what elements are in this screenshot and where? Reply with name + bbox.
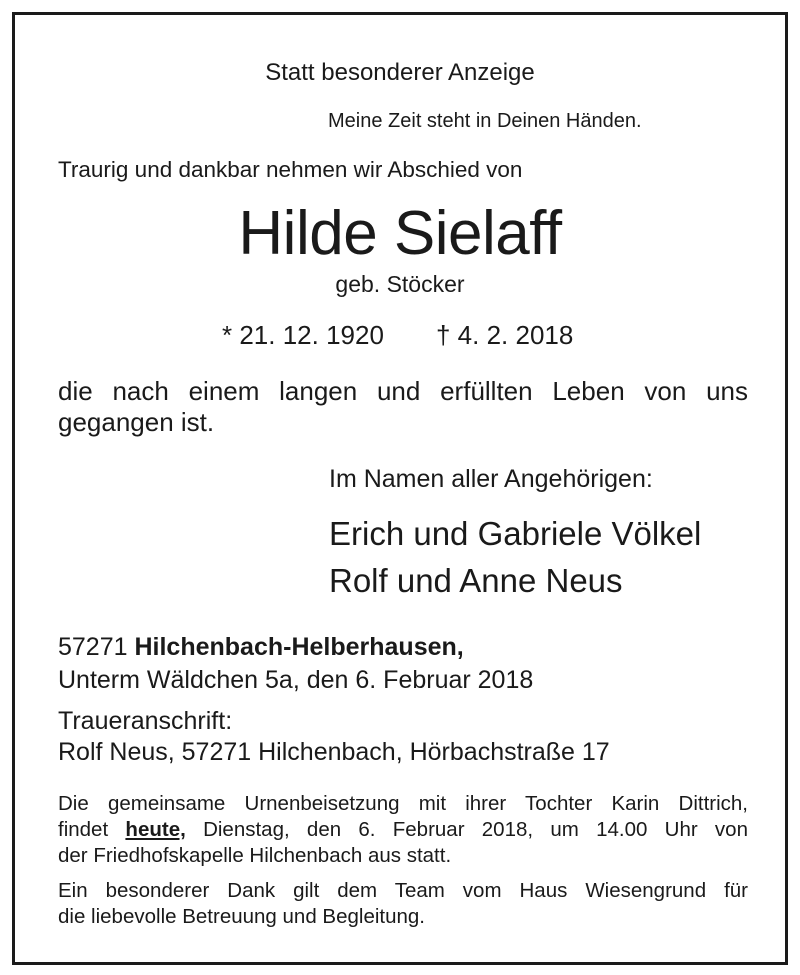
on-behalf-label: Im Namen aller Angehörigen:	[329, 465, 653, 493]
obituary-notice	[12, 12, 788, 965]
burial-line-1: Die gemeinsame Urnenbeisetzung mit ihrer Tochter Karin Dittrich,	[58, 792, 748, 815]
notice-heading: Statt besonderer Anzeige	[265, 59, 535, 86]
mourning-address: Rolf Neus, 57271 Hilchenbach, Hörbachstraße 17	[58, 738, 610, 766]
thanks-line-2: die liebevolle Betreuung und Begleitung.	[58, 905, 425, 928]
postal-code: 57271	[58, 633, 128, 661]
burial-line-2-pre: findet	[58, 818, 109, 841]
thanks-text	[58, 878, 748, 930]
burial-line-2	[58, 817, 748, 843]
passing-line-1: die nach einem langen und erfüllten Leben von uns	[58, 376, 748, 406]
today-keyword: heute,	[125, 818, 186, 841]
city-name: Hilchenbach-Helberhausen,	[134, 633, 464, 661]
intro-text: Traurig und dankbar nehmen wir Abschied von	[58, 157, 523, 182]
death-date: † 4. 2. 2018	[436, 320, 574, 350]
place-line	[58, 633, 464, 662]
passing-text	[58, 376, 748, 438]
deceased-name: Hilde Sielaff	[238, 199, 562, 268]
family-name-1: Erich und Gabriele Völkel	[329, 515, 702, 552]
maiden-name: geb. Stöcker	[335, 271, 465, 297]
burial-info	[58, 791, 748, 869]
family-name-2: Rolf und Anne Neus	[329, 562, 623, 599]
burial-line-3: der Friedhofskapelle Hilchenbach aus statt.	[58, 844, 452, 867]
birth-date: * 21. 12. 1920	[222, 320, 384, 350]
mourning-address-label: Traueranschrift:	[58, 707, 233, 735]
street-and-date: Unterm Wäldchen 5a, den 6. Februar 2018	[58, 666, 534, 694]
thanks-line-1: Ein besonderer Dank gilt dem Team vom Haus Wiesengrund für	[58, 879, 748, 902]
burial-line-2-post: Dienstag, den 6. Februar 2018, um 14.00 Uhr von	[203, 818, 748, 841]
passing-line-2: gegangen ist.	[58, 407, 215, 437]
motto-quote: Meine Zeit steht in Deinen Händen.	[328, 110, 642, 132]
